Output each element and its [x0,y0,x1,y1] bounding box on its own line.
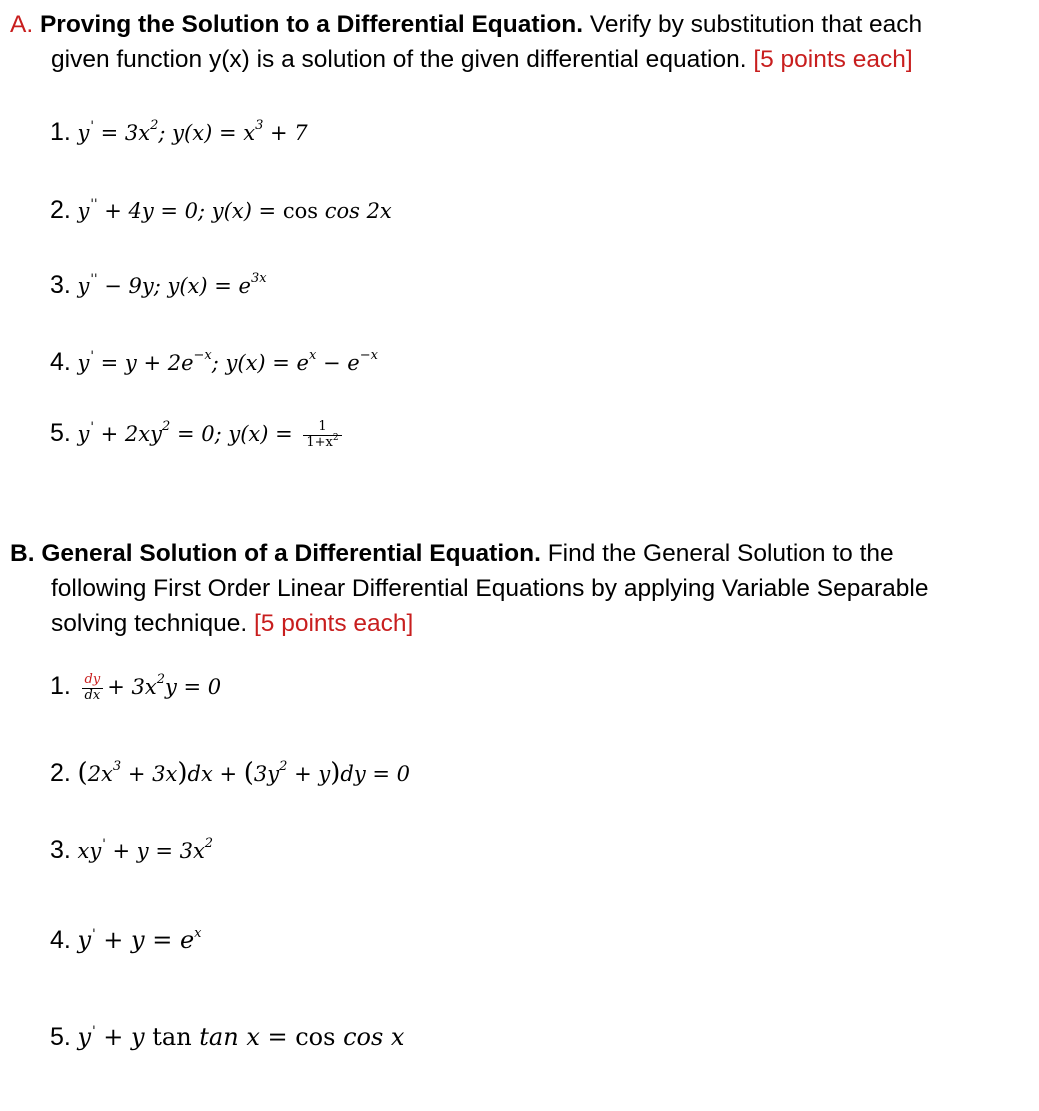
equation: $(2x^3 + 3x)dx + (3y^2 + y)dy = 0$ [77,758,410,788]
equation: $y' + y = e^x$ [77,926,202,954]
section-a-instruction-2: given function y(x) is a solution of the given differential equation. [51,46,747,73]
section-a-item-4 [50,350,378,375]
section-a-points: [5 points each] [753,46,913,73]
equation: y' + y tan tan x = cos cos x [77,1023,405,1051]
section-a-item-1 [50,120,308,145]
item-number: 3. [50,271,71,299]
section-b-item-1 [50,673,221,704]
item-number: 5. [50,1023,71,1051]
item-number: 2. [50,196,71,224]
section-b-item-5 [50,1025,404,1050]
section-b-title: General Solution of a Differential Equation. [41,540,541,567]
section-a-heading [10,7,922,77]
section-a-item-2 [50,198,392,223]
section-b-instruction-1: Find the General Solution to the [547,540,894,567]
equation: $xy' + y = 3x^2$ [77,836,214,863]
section-b-instruction-2: following First Order Linear Differential Equations by applying Variable Separable [51,575,929,602]
equation: y'' − 9y; $y(x) = e^{3x}$ [77,271,267,298]
section-b-item-2 [50,760,410,786]
section-a-instruction-1: Verify by substitution that each [589,11,923,38]
section-a-item-3 [50,273,267,298]
equation: $y' = y + 2e^{-x}$; $y(x) = e^x - e^{-x}$ [77,348,378,375]
section-b-instruction-3: solving technique. [51,610,248,637]
equation: $y' = 3x^2$; $y(x) = x^3 + 7$ [77,118,308,145]
item-number: 1. [50,118,71,146]
item-number: 4. [50,926,71,954]
equation: $\frac{dy}{dx}$ + $3x^2y = 0$ [78,675,222,699]
equation: y'' + 4y = 0; y(x) = cos cos 2x [77,197,392,223]
item-number: 1. [50,671,71,700]
item-number: 3. [50,836,71,864]
section-b-letter: B. [10,540,35,567]
section-a-title: Proving the Solution to a Differential Equation. [39,11,584,38]
section-b-item-3 [50,838,213,863]
equation: $y' + 2xy^2 = 0$; y(x) = $\frac{1}{1+x^2}$ [78,422,346,446]
item-number: 5. [50,418,71,447]
section-b-points: [5 points each] [253,610,414,637]
section-a-item-5 [50,420,346,451]
item-number: 4. [50,348,71,376]
section-a-letter: A. [10,11,34,38]
section-b-heading [10,536,929,641]
section-b-item-4 [50,928,202,953]
item-number: 2. [50,759,71,787]
